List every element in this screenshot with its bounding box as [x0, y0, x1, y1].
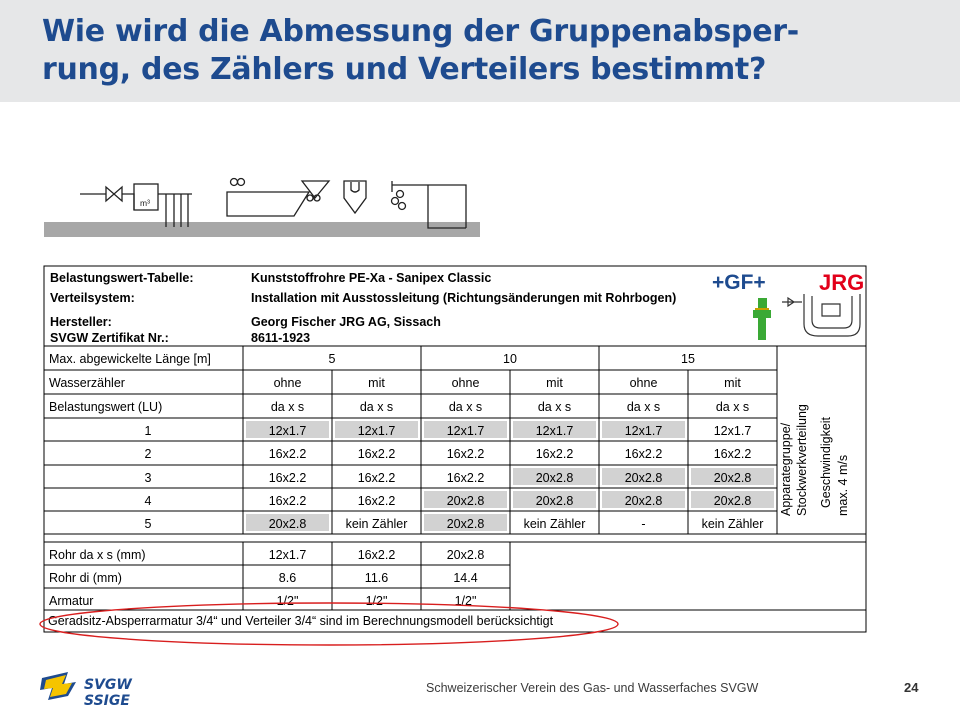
load-value-cell: 1	[144, 424, 152, 438]
dimension-header-cell: da x s	[537, 400, 572, 414]
valve-fitting-icon	[753, 298, 771, 340]
pipe-size-cell: 16x2.2	[268, 494, 307, 508]
side-note-velocity: Geschwindigkeit	[819, 416, 833, 508]
load-value-cell: 3	[144, 471, 152, 485]
highlight-ellipse	[36, 600, 622, 652]
pipe-row-label: Rohr di (mm)	[49, 571, 122, 585]
pipe-row-value: 12x1.7	[268, 548, 307, 562]
side-note-apparatus: Apparategruppe/	[779, 422, 793, 516]
pipe-size-cell: kein Zähler	[345, 517, 408, 531]
load-value-cell: 5	[144, 517, 152, 531]
page-title	[42, 13, 932, 89]
pipe-row-value: 1/2"	[365, 594, 388, 608]
meta-value-certificate: 8611-1923	[251, 331, 311, 345]
shower-icon	[392, 181, 466, 228]
row-label-cell: Max. abgewickelte Länge [m]	[49, 352, 211, 366]
dimension-header-cell: da x s	[359, 400, 394, 414]
logo-text-svgw: SVGW	[84, 677, 132, 693]
meter-option-cell: mit	[368, 376, 385, 390]
pipe-size-cell: 16x2.2	[535, 447, 574, 461]
meta-value-pipe: Kunststoffrohre PE-Xa - Sanipex Classic	[251, 271, 492, 285]
meter-option-cell: ohne	[273, 376, 302, 390]
load-value-table	[42, 264, 868, 634]
pipe-size-cell: 16x2.2	[624, 447, 663, 461]
brand-gf-logo: +GF+	[712, 271, 766, 294]
pipe-size-cell: 16x2.2	[446, 447, 485, 461]
logo-text-ssige: SSIGE	[84, 693, 130, 709]
pipe-size-cell: 20x2.8	[446, 494, 485, 508]
pipe-size-cell: 16x2.2	[268, 471, 307, 485]
dimension-header-cell: da x s	[715, 400, 750, 414]
footer-organization: Schweizerischer Verein des Gas- und Wasserfaches SVGW	[426, 681, 759, 695]
page-number: 24	[904, 680, 919, 695]
pipe-size-cell: 20x2.8	[535, 471, 574, 485]
meta-label-table: Belastungswert-Tabelle:	[50, 271, 194, 285]
brand-jrg-logo: JRG	[819, 270, 865, 295]
pipe-size-cell: 20x2.8	[268, 517, 307, 531]
meta-label-system: Verteilsystem:	[50, 291, 135, 305]
side-note-distribution: Stockwerkverteilung	[795, 404, 809, 516]
meter-option-cell: mit	[546, 376, 563, 390]
pipe-size-cell: 12x1.7	[713, 424, 752, 438]
meter-option-cell: ohne	[629, 376, 658, 390]
floor-slab	[44, 222, 480, 237]
meta-value-system: Installation mit Ausstossleitung (Richtungsänderungen mit Rohrbogen)	[251, 291, 677, 305]
meter-unit-label: m³	[140, 198, 150, 208]
shutoff-valve-icon	[106, 187, 122, 201]
note-text: Geradsitz-Absperrarmatur 3/4“ und Verteiler 3/4“ sind im Berechnungsmodell berücksichtigt	[48, 614, 554, 628]
pipe-size-cell: 12x1.7	[624, 424, 663, 438]
pipe-row-value: 20x2.8	[446, 548, 485, 562]
load-value-cell: 4	[144, 494, 152, 508]
pipe-size-cell: 16x2.2	[357, 471, 396, 485]
pipe-row-value: 1/2"	[276, 594, 299, 608]
pipe-size-cell: 20x2.8	[624, 471, 663, 485]
pipe-size-cell: kein Zähler	[523, 517, 586, 531]
bathtub-icon	[227, 192, 309, 216]
pipe-size-cell: 16x2.2	[268, 447, 307, 461]
pipe-size-cell: 16x2.2	[357, 447, 396, 461]
pipe-row-value: 1/2"	[454, 594, 477, 608]
pipe-row-value: 16x2.2	[357, 548, 396, 562]
pipe-size-cell: 12x1.7	[446, 424, 485, 438]
toilet-icon	[344, 181, 366, 213]
pipe-size-cell: 20x2.8	[713, 494, 752, 508]
length-header-cell: 10	[503, 352, 517, 366]
pipe-row-value: 8.6	[278, 571, 297, 585]
page-title-line-1: Wie wird die Abmessung der Gruppenabsper-	[42, 14, 799, 49]
length-header-cell: 5	[328, 352, 336, 366]
pipe-row-label: Rohr da x s (mm)	[49, 548, 146, 562]
pipe-size-cell: 20x2.8	[713, 471, 752, 485]
pipe-size-cell: kein Zähler	[701, 517, 764, 531]
meta-value-manufacturer: Georg Fischer JRG AG, Sissach	[251, 315, 441, 329]
dimension-header-cell: da x s	[448, 400, 483, 414]
meta-label-manufacturer: Hersteller:	[50, 315, 112, 329]
pipe-size-cell: 12x1.7	[268, 424, 307, 438]
pipe-size-cell: 20x2.8	[446, 517, 485, 531]
dimension-header-cell: da x s	[626, 400, 661, 414]
meta-label-certificate: SVGW Zertifikat Nr.:	[50, 331, 169, 345]
manifold-drawing-icon	[782, 294, 860, 336]
pipe-row-value: 14.4	[453, 571, 478, 585]
page-title-line-2: rung, des Zählers und Verteilers bestimmt?	[42, 52, 767, 87]
load-value-cell: 2	[144, 447, 152, 461]
length-header-cell: 15	[681, 352, 695, 366]
pipe-size-cell: 16x2.2	[357, 494, 396, 508]
side-note-max-velocity: max. 4 m/s	[836, 454, 850, 516]
row-label-cell: Wasserzähler	[49, 376, 125, 390]
pipe-size-cell: -	[641, 517, 646, 531]
pipe-size-cell: 20x2.8	[624, 494, 663, 508]
dimension-header-cell: da x s	[270, 400, 305, 414]
pipe-size-cell: 20x2.8	[535, 494, 574, 508]
svgw-logo	[38, 670, 148, 710]
pipe-row-value: 11.6	[364, 571, 389, 585]
pipe-size-cell: 16x2.2	[446, 471, 485, 485]
row-label-cell: Belastungswert (LU)	[49, 400, 163, 414]
pipe-size-cell: 12x1.7	[535, 424, 574, 438]
installation-schematic	[44, 172, 484, 240]
pipe-size-cell: 12x1.7	[357, 424, 396, 438]
pipe-size-cell: 16x2.2	[713, 447, 752, 461]
pipe-row-label: Armatur	[49, 594, 94, 608]
meter-option-cell: ohne	[451, 376, 480, 390]
meter-option-cell: mit	[724, 376, 741, 390]
